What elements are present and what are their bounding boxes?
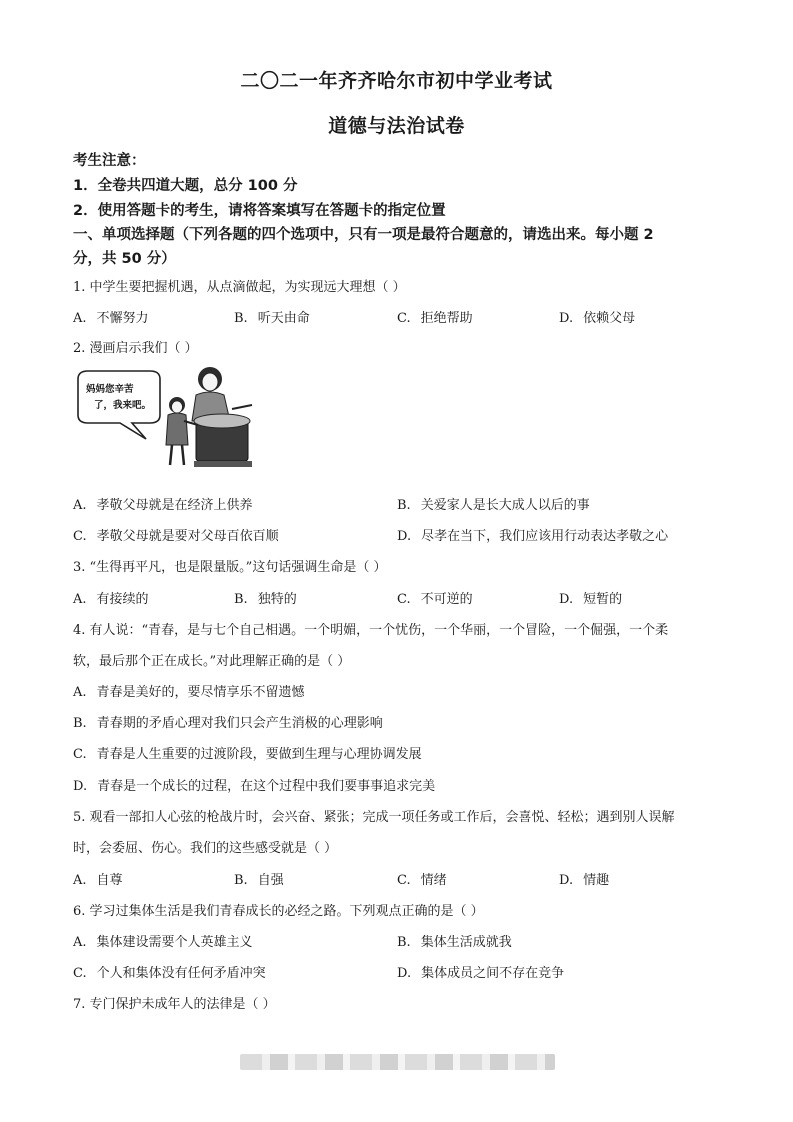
section-1-heading-cont: 分，共 50 分） [73, 251, 176, 267]
question-2-option-a: A. 孝敬父母就是在经济上供养 [73, 498, 253, 513]
question-6-stem: 6. 学习过集体生活是我们青春成长的必经之路。下列观点正确的是（ ） [73, 904, 484, 919]
section-1-heading: 一、单项选择题（下列各题的四个选项中，只有一项是最符合题意的，请选出来。每小题 2 [73, 227, 654, 243]
question-3-option-c: C. 不可逆的 [397, 592, 473, 607]
question-5-option-c: C. 情绪 [397, 873, 447, 888]
exam-subtitle: 道德与法治试卷 [328, 115, 465, 137]
question-5-stem-line-2: 时，会委屈、伤心。我们的这些感受就是（ ） [73, 841, 338, 856]
exam-title: 二〇二一年齐齐哈尔市初中学业考试 [240, 70, 553, 92]
notice-line-1: 1．全卷共四道大题，总分 100 分 [73, 178, 298, 194]
question-2-option-b: B. 关爱家人是长大成人以后的事 [397, 498, 590, 513]
question-4-stem-line-1: 4. 有人说：“青春，是与七个自己相遇。一个明媚，一个忧伤，一个华丽，一个冒险，一个倔强，一个柔 [73, 623, 669, 638]
question-5-option-a: A. 自尊 [73, 873, 123, 888]
footer-watermark [240, 1054, 555, 1070]
child-leg-left [170, 445, 172, 465]
question-3-option-d: D. 短暂的 [559, 592, 623, 607]
question-6-option-c: C. 个人和集体没有任何矛盾冲突 [73, 966, 266, 981]
mother-face [202, 373, 218, 391]
question-4-option-d: D. 青春是一个成长的过程，在这个过程中我们要事事追求完美 [73, 779, 436, 794]
question-6-option-d: D. 集体成员之间不存在竞争 [397, 966, 565, 981]
notice-line-2: 2．使用答题卡的考生，请将答案填写在答题卡的指定位置 [73, 203, 446, 219]
question-3-option-b: B. 独特的 [234, 592, 297, 607]
question-1-option-a: A. 不懈努力 [73, 311, 149, 326]
question-1-option-b: B. 听天由命 [234, 311, 310, 326]
question-4-option-c: C. 青春是人生重要的过渡阶段，要做到生理与心理协调发展 [73, 747, 422, 762]
question-1-option-d: D. 依赖父母 [559, 311, 636, 326]
tub-handle [232, 405, 252, 409]
question-2-stem: 2. 漫画启示我们（ ） [73, 341, 198, 356]
question-5-option-b: B. 自强 [234, 873, 284, 888]
tub-rim [194, 414, 250, 428]
question-6-option-a: A. 集体建设需要个人英雄主义 [73, 935, 253, 950]
cartoon-illustration [72, 365, 264, 477]
question-1-stem: 1. 中学生要把握机遇，从点滴做起，为实现远大理想（ ） [73, 280, 406, 295]
child-leg-right [182, 445, 184, 465]
question-6-option-b: B. 集体生活成就我 [397, 935, 512, 950]
question-1-option-c: C. 拒绝帮助 [397, 311, 473, 326]
speech-text-line-2: 了，我来吧。 [94, 400, 152, 411]
question-5-option-d: D. 情趣 [559, 873, 610, 888]
question-4-option-b: B. 青春期的矛盾心理对我们只会产生消极的心理影响 [73, 716, 383, 731]
question-2-option-c: C. 孝敬父母就是要对父母百依百顺 [73, 529, 279, 544]
question-4-option-a: A. 青春是美好的，要尽情享乐不留遗憾 [73, 685, 305, 700]
cartoon-figure [72, 365, 264, 477]
question-7-stem: 7. 专门保护未成年人的法律是（ ） [73, 997, 276, 1012]
question-2-option-d: D. 尽孝在当下，我们应该用行动表达孝敬之心 [397, 529, 669, 544]
notice-heading: 考生注意： [73, 153, 146, 169]
tub-base [194, 461, 252, 467]
child-body [166, 413, 188, 445]
question-5-stem-line-1: 5. 观看一部扣人心弦的枪战片时，会兴奋、紧张；完成一项任务或工作后，会喜悦、轻松；遇到别人误解 [73, 810, 675, 825]
question-3-option-a: A. 有接续的 [73, 592, 149, 607]
speech-text-line-1: 妈妈您辛苦 [86, 384, 134, 395]
question-4-stem-line-2: 软，最后那个正在成长。”对此理解正确的是（ ） [73, 654, 351, 669]
child-face [172, 401, 183, 413]
question-3-stem: 3. “生得再平凡，也是限量版。”这句话强调生命是（ ） [73, 560, 387, 575]
